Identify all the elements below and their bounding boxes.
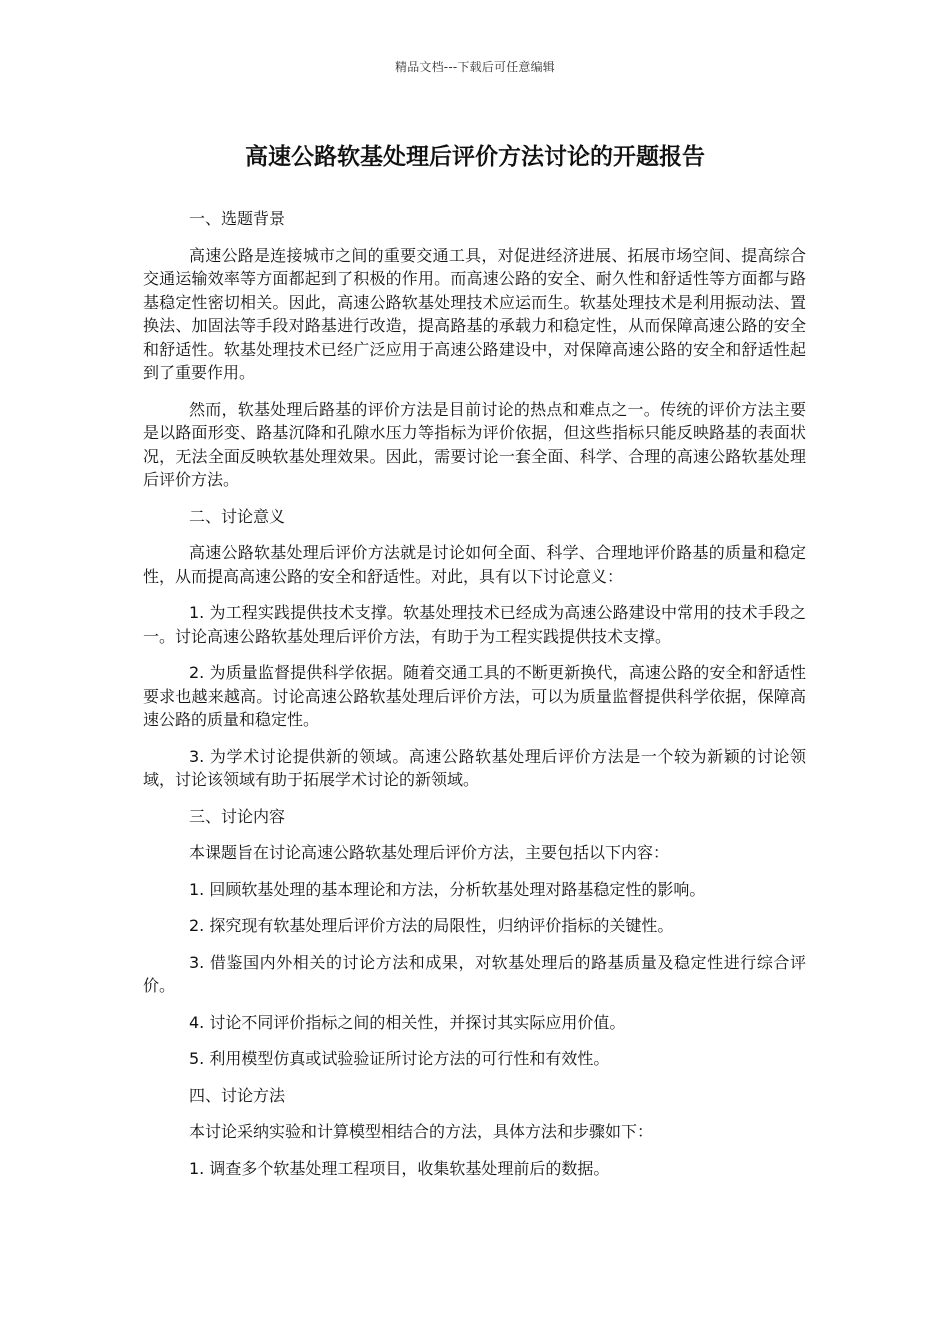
body-paragraph: 4. 讨论不同评价指标之间的相关性，并探讨其实际应用价值。 bbox=[189, 1012, 626, 1032]
section-heading: 三、讨论内容 bbox=[189, 806, 286, 826]
body-paragraph: 本讨论采纳实验和计算模型相结合的方法，具体方法和步骤如下： bbox=[189, 1122, 654, 1141]
document-title: 高速公路软基处理后评价方法讨论的开题报告 bbox=[245, 144, 705, 170]
section-heading: 二、讨论意义 bbox=[189, 506, 286, 526]
header-watermark-text: 精品文档---下载后可任意编辑 bbox=[395, 60, 555, 74]
section-heading: 四、讨论方法 bbox=[189, 1085, 286, 1105]
body-paragraph: 3. 借鉴国内外相关的讨论方法和成果，对软基处理后的路基质量及稳定性进行综合评价。 bbox=[143, 952, 806, 995]
body-paragraph: 2. 探究现有软基处理后评价方法的局限性，归纳评价指标的关键性。 bbox=[189, 916, 674, 935]
body-paragraph: 5. 利用模型仿真或试验验证所讨论方法的可行性和有效性。 bbox=[189, 1049, 610, 1068]
body-paragraph: 1. 回顾软基处理的基本理论和方法，分析软基处理对路基稳定性的影响。 bbox=[189, 879, 706, 899]
body-paragraph: 高速公路是连接城市之间的重要交通工具，对促进经济进展、拓展市场空间、提高综合交通运输效率等方面都起到了积极的作用。而高速公路的安全、耐久性和舒适性等方面都与路基稳定性密切相关。因此，高速公路软基处理技术应运而生。软基处理技术是利用振动法、置换法、加固法等手段对路基进行改造，提高路基的承载力和稳定性，从而保障高速公路的安全和舒适性。软基处理技术已经广泛应用于高速公路建设中，对保障高速公路的安全和舒适性起到了重要作用。 bbox=[143, 245, 806, 382]
body-paragraph: 1. 调查多个软基处理工程项目，收集软基处理前后的数据。 bbox=[189, 1158, 610, 1178]
body-paragraph: 1. 为工程实践提供技术支撑。软基处理技术已经成为高速公路建设中常用的技术手段之一。讨论高速公路软基处理后评价方法，有助于为工程实践提供技术支撑。 bbox=[143, 603, 806, 646]
body-paragraph: 2. 为质量监督提供科学依据。随着交通工具的不断更新换代，高速公路的安全和舒适性要求也越来越高。讨论高速公路软基处理后评价方法，可以为质量监督提供科学依据，保障高速公路的质量和稳定性。 bbox=[143, 663, 806, 729]
body-paragraph: 然而，软基处理后路基的评价方法是目前讨论的热点和难点之一。传统的评价方法主要是以路面形变、路基沉降和孔隙水压力等指标为评价依据，但这些指标只能反映路基的表面状况，无法全面反映软基处理效果。因此，需要讨论一套全面、科学、合理的高速公路软基处理后评价方法。 bbox=[143, 399, 806, 489]
body-paragraph: 高速公路软基处理后评价方法就是讨论如何全面、科学、合理地评价路基的质量和稳定性，从而提高高速公路的安全和舒适性。对此，具有以下讨论意义： bbox=[143, 543, 806, 586]
body-paragraph: 3. 为学术讨论提供新的领域。高速公路软基处理后评价方法是一个较为新颖的讨论领域，讨论该领域有助于拓展学术讨论的新领域。 bbox=[143, 746, 806, 789]
document-body bbox=[143, 207, 806, 1193]
section-heading: 一、选题背景 bbox=[189, 209, 286, 228]
body-paragraph: 本课题旨在讨论高速公路软基处理后评价方法，主要包括以下内容： bbox=[189, 843, 670, 862]
